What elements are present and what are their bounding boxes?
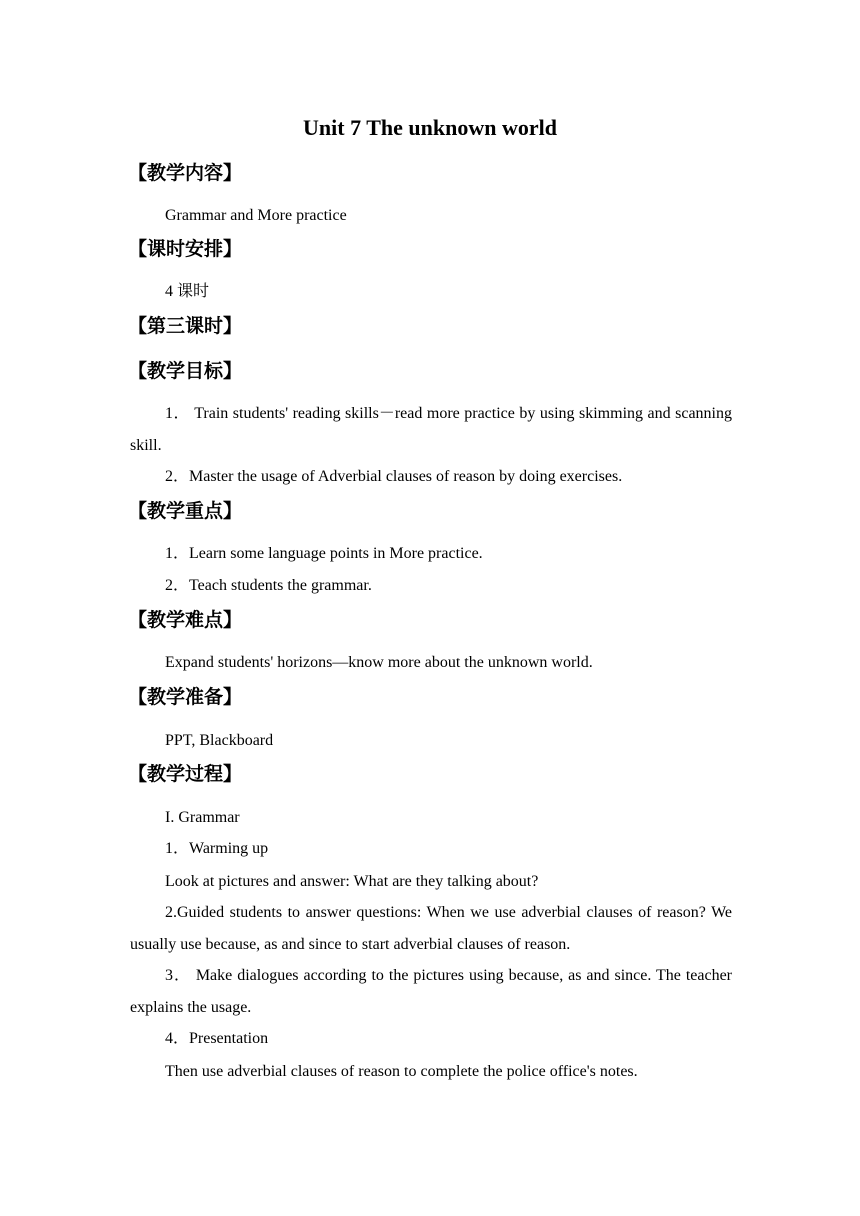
objective-item: 2．Master the usage of Adverbial clauses of reason by doing exercises. xyxy=(165,468,623,485)
process-line: Then use adverbial clauses of reason to complete the police office's notes. xyxy=(165,1063,638,1080)
process-line: 1．Warming up xyxy=(165,840,269,857)
heading-schedule: 【课时安排】 xyxy=(128,238,243,260)
difficulties-text: Expand students' horizons—know more about the unknown world. xyxy=(165,654,593,671)
process-paragraph: 3． Make dialogues according to the pictures using because, as and since. The teacher explains the usage. xyxy=(130,967,733,1016)
process-paragraph: 2.Guided students to answer questions: When we use adverbial clauses of reason? We usually use because, as and since to start adverbial clauses of reason. xyxy=(130,904,732,953)
heading-preparation: 【教学准备】 xyxy=(128,686,243,708)
heading-difficulties: 【教学难点】 xyxy=(128,609,243,631)
teaching-content-text: Grammar and More practice xyxy=(165,207,347,224)
page-title: Unit 7 The unknown world xyxy=(303,115,557,140)
process-line: 4．Presentation xyxy=(165,1030,269,1047)
process-line: Look at pictures and answer: What are they talking about? xyxy=(165,873,539,890)
heading-key-points: 【教学重点】 xyxy=(128,500,243,522)
schedule-text: 4 课时 xyxy=(165,283,210,300)
heading-lesson: 【第三课时】 xyxy=(128,315,243,337)
process-line: I. Grammar xyxy=(165,809,240,826)
heading-process: 【教学过程】 xyxy=(128,763,243,785)
key-point-item: 2．Teach students the grammar. xyxy=(165,577,372,594)
heading-objectives: 【教学目标】 xyxy=(128,360,243,382)
objective-item: 1． Train students' reading skills－read more practice by using skimming and scanning skill. xyxy=(130,405,732,454)
heading-teaching-content: 【教学内容】 xyxy=(128,162,243,184)
key-point-item: 1．Learn some language points in More practice. xyxy=(165,545,483,562)
preparation-text: PPT, Blackboard xyxy=(165,732,274,749)
